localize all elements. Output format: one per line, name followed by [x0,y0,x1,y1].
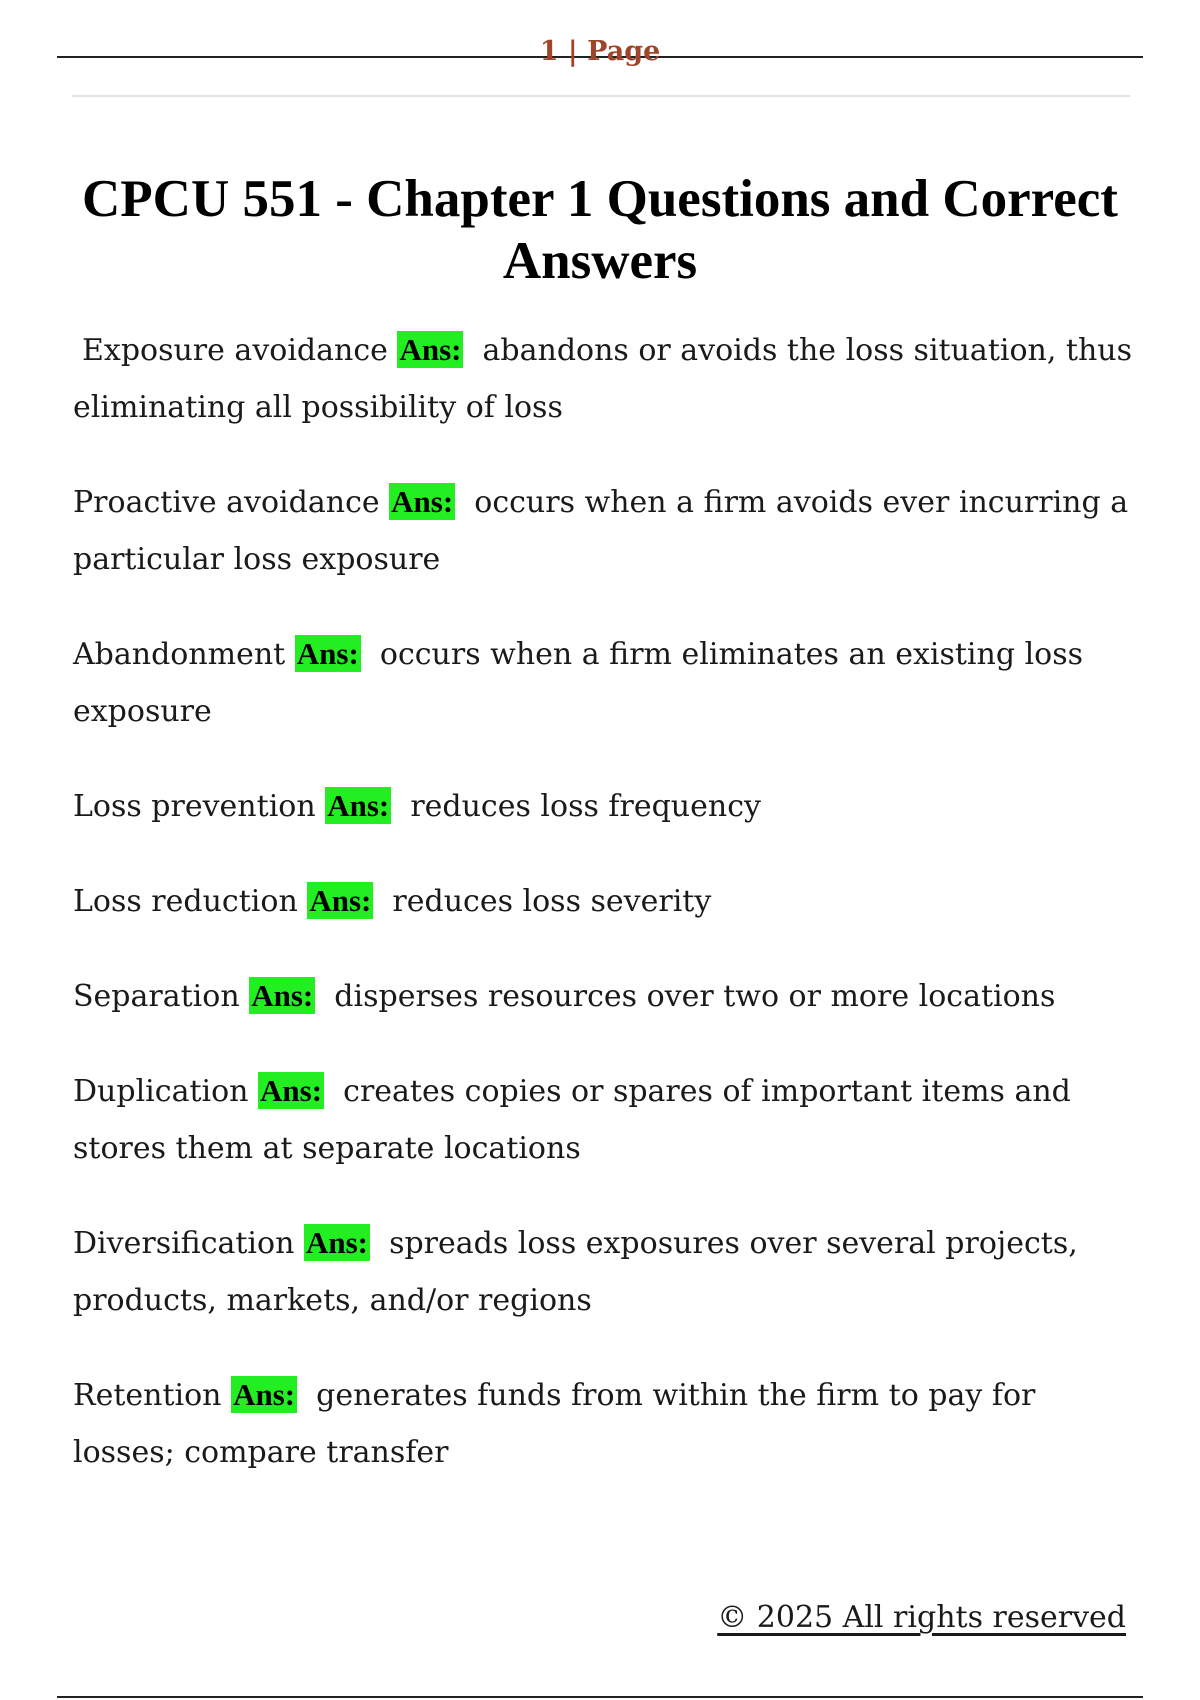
qa-list [73,321,1138,1518]
qa-item [73,321,1138,436]
qa-answer: abandons or avoids the loss situation, thus eliminating all possibility of loss [73,333,1133,425]
qa-term: Exposure avoidance [82,333,388,368]
qa-item [73,473,1138,588]
qa-item [73,777,1138,835]
qa-answer: occurs when a firm eliminates an existing loss exposure [73,637,1084,729]
ans-label: Ans: [309,883,372,918]
qa-answer: reduces loss severity [392,884,712,919]
qa-item [73,1366,1138,1481]
qa-term: Duplication [73,1074,249,1109]
qa-term: Retention [73,1378,222,1413]
qa-term: Proactive avoidance [73,485,380,520]
header-divider [72,95,1130,97]
qa-item [73,625,1138,740]
qa-answer: reduces loss frequency [410,789,761,824]
page-number: 1 | Page [539,36,661,67]
qa-answer: spreads loss exposures over several projects, products, markets, and/or regions [73,1226,1078,1318]
ans-label: Ans: [251,978,314,1013]
document-title: CPCU 551 - Chapter 1 Questions and Correct Answers [82,170,1118,290]
qa-term: Abandonment [73,637,286,672]
qa-item [73,1062,1138,1177]
qa-answer: disperses resources over two or more locations [334,979,1056,1014]
qa-item [73,967,1138,1025]
ans-label: Ans: [260,1073,323,1108]
qa-term: Diversification [73,1226,295,1261]
footer-rule [57,1696,1143,1698]
qa-answer: generates funds from within the firm to pay for losses; compare transfer [73,1378,1036,1470]
qa-answer: creates copies or spares of important items and stores them at separate locations [73,1074,1071,1166]
ans-label: Ans: [233,1377,296,1412]
ans-label: Ans: [399,332,462,367]
qa-item [73,1214,1138,1329]
qa-term: Separation [73,979,240,1014]
qa-term: Loss reduction [73,884,298,919]
footer-copyright: © 2025 All rights reserved [717,1600,1126,1635]
ans-label: Ans: [305,1225,368,1260]
qa-item [73,872,1138,930]
qa-answer: occurs when a firm avoids ever incurring a particular loss exposure [73,485,1129,577]
ans-label: Ans: [327,788,390,823]
qa-term: Loss prevention [73,789,316,824]
ans-label: Ans: [296,636,359,671]
ans-label: Ans: [391,484,454,519]
